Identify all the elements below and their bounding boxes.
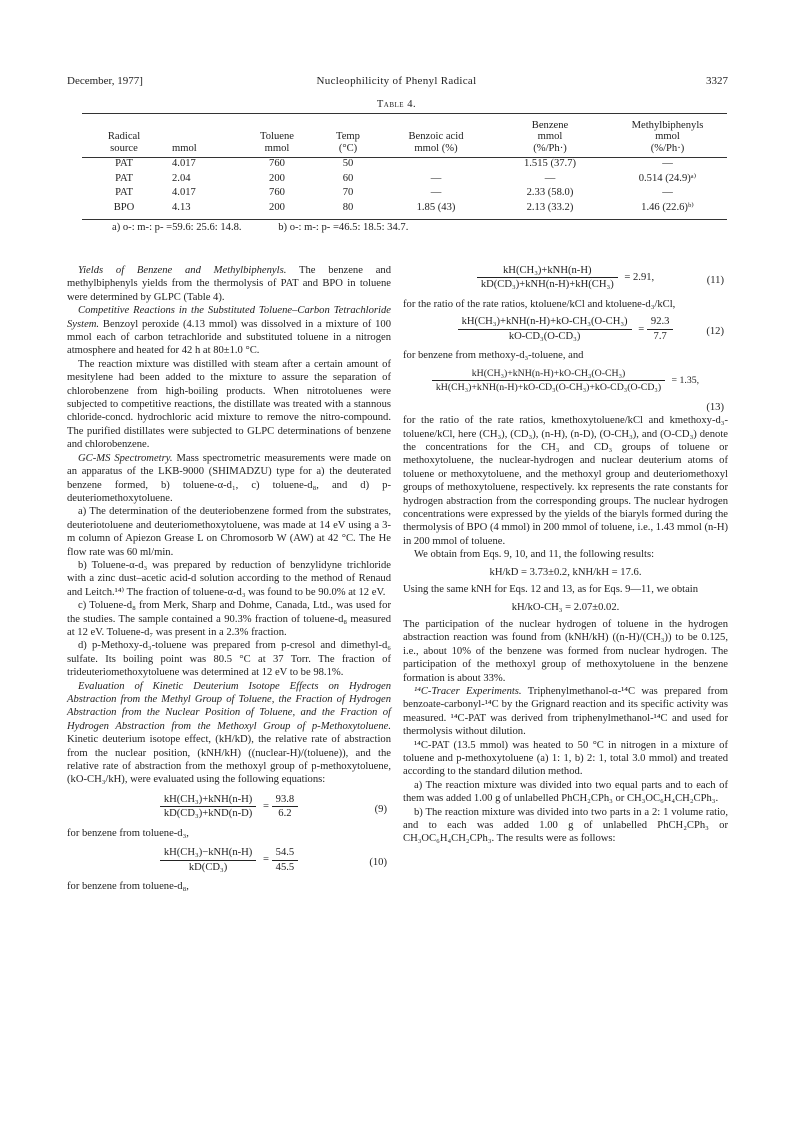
table-row: [82, 172, 727, 187]
cell-source: PAT: [115, 158, 133, 169]
paragraph-text: Benzoyl peroxide (4.13 mmol) was dissolved in a mixture of 100 mmol each of carbon tetrachloride and substituted toluene in a nitrogen atmosphere and heated for 42 h at 80±1.0 °C.: [67, 318, 391, 357]
equation-denominator: kO-CD₃(O-CD₃): [508, 330, 581, 342]
equation-rhs-top: 54.5: [272, 846, 299, 860]
equation-context: for the ratio of the rate ratios, ktoluene/kCl and ktoluene-d₃/kCl,: [403, 299, 676, 310]
cell-temp: 60: [342, 172, 354, 184]
paragraph-yields: [67, 264, 391, 304]
section-title-evaluation: Evaluation of Kinetic Deuterium Isotope Effects on Hydrogen Abstraction from the Methyl Group of Toluene, the Fraction of Hydrogen Abstraction from the Nuclear Position of Toluene, and the Fraction of Hydrogen Abstraction from the Methoxyl Group of p-Methoxytoluene.: [67, 680, 391, 732]
equation-rhs-bottom: 6.2: [278, 808, 292, 820]
paragraph-item-c: c) Toluene-d₈ from Merk, Sharp and Dohme, Canada, Ltd., was used for the studies. The sample contained a 90.3% fraction of toluene-d₈ measured at 12 eV. Toluene-d₇ was present in a 2.3% fraction.: [67, 600, 391, 638]
col-header-methylbiphenyls: Methylbiphenyls mmol (%/Ph·): [631, 119, 704, 154]
equation-10: $\frac{\text{kH(CH₃)−kNH(n-H)}}{\text{kD(CD₃)}}$ = $\frac{54.5}{45.5}$ (10): [67, 846, 391, 880]
paragraph-text: The benzene and methylbiphenyls yields from the thermolysis of PAT and BPO in toluene were determined by GLPC (Table 4).: [67, 265, 392, 303]
section-title-gcms: GC-MS Spectrometry.: [78, 452, 173, 464]
equation-number: (12): [706, 326, 724, 338]
equation-context: for benzene from toluene-d₃,: [67, 827, 189, 839]
results-table: [82, 114, 727, 215]
result-equation-2: kH/kO-CH₃ = 2.07±0.02.: [511, 601, 620, 613]
equation-11: [403, 264, 728, 298]
section-title-yields: Yields of Benzene and Methylbiphenyls.: [78, 265, 287, 276]
cell-methylbiphenyls: —: [662, 187, 673, 199]
section-title-tracer: ¹⁴C-Tracer Experiments.: [414, 685, 522, 697]
paragraph-definitions: for the ratio of the rate ratios, kmethoxytoluene/kCl and kmethoxy-d₃-toluene/kCl, here (CH₃), (CD₃), (n-H), (n-D), (O-CH₃), and (O-CD₃) denote the concentrations for the CH₃ and CD₃ groups of toluene or methoxytoluene, the nuclear-hydrogen and nuclear deuterium atoms of toluene or methoxytoluene, and the methoxyl group and deuteriomethoxyl groups of methoxytoluene, respectively. kx represents the rate constants for hydrogen abstraction from the corresponding groups. The nuclear hydrogen concentrations were expressed by the yields of the biaryls formed during the thermolysis of BPO (4 mmol) in 200 mmol of toluene, i.e., 1.43 mmol (n-H) in 200 mmol of toluene.: [403, 415, 728, 547]
cell-source: PAT: [115, 187, 133, 199]
cell-toluene: 760: [269, 158, 285, 169]
equation-numerator: kH(CH₃)+kNH(n-H): [477, 264, 618, 278]
cell-methylbiphenyls: 0.514 (24.9)ᵃ⁾: [638, 172, 697, 184]
equation-fraction: [477, 264, 618, 292]
equation-rhs: = 1.35,: [671, 375, 700, 387]
equation-number: (13): [706, 401, 724, 413]
cell-mmol: 4.13: [172, 201, 191, 213]
equation-fraction: [160, 846, 257, 874]
col-header-benzoic-acid: Benzoic acid mmol (%): [408, 131, 464, 154]
equation-number: (9): [374, 803, 387, 815]
equation-denominator: kH(CH₃)+kNH(n-H)+kO-CD₃(O-CH₃)+kO-CD₃(O-CD₃): [435, 382, 662, 394]
paragraph-text: Kinetic deuterium isotope effect, (kH/kD), the relative rate of abstraction from the nuclear position, (kNH/kH) ((nuclear-H)/(toluene)), and the relative rate of abstraction from the methoxyl group of p-methoxytoluene, (kO-CH₃/kH), were evaluated using the following equations:: [67, 734, 391, 786]
table-footnotes: [112, 221, 442, 234]
equation-number: (10): [369, 857, 387, 869]
right-column: [403, 264, 728, 846]
equation-denominator: kD(CD₃)+kNH(n-H)+kH(CH₃): [480, 279, 614, 291]
equation-numerator: kH(CH₃)−kNH(n-H): [160, 846, 257, 860]
col-header-toluene: Toluene mmol: [260, 131, 294, 154]
paragraph-distillation: The reaction mixture was distilled with steam after a certain amount of mesitylene had been added to the mixture to assure the separation of chlorobenzene from high-boiling products. When nitrotoluenes were subjected to competitive reactions, the distillate was treated with a stannous chloride-concd. hydrochloric acid mixture to remove the nitro-compound. The purified distillates were subjected to GLPC determinations of benzene and chlorobenzene.: [67, 358, 391, 451]
equation-numerator: kH(CH₃)+kNH(n-H)+kO-CH₃(O-CH₃): [458, 315, 632, 329]
table-footnote-b: b) o-: m-: p- =46.5: 18.5: 34.7.: [278, 222, 409, 233]
cell-toluene: 760: [269, 187, 285, 199]
equation-rhs-top: 93.8: [272, 793, 299, 807]
table-footnote-a: a) o-: m-: p- =59.6: 25.6: 14.8.: [112, 222, 242, 233]
equation-number: (11): [706, 275, 724, 286]
paragraph-using: Using the same kNH for Eqs. 12 and 13, as for Eqs. 9—11, we obtain: [403, 584, 699, 596]
equation-rhs: [272, 846, 299, 874]
running-header-date: December, 1977]: [67, 75, 143, 87]
page-number: 3327: [706, 75, 728, 87]
equation-fraction: [458, 315, 632, 343]
cell-source: BPO: [113, 201, 135, 213]
paragraph-item-b: b) Toluene-α-d₃ was prepared by reduction of benzylidyne trichloride with a zinc dust–acetic acid-d solution according to the method of Renaud and Leitch.¹⁴⁾ The fraction of toluene-α-d₃ was found to be 90.0% at 12 eV.: [67, 559, 391, 598]
cell-mmol: 2.04: [172, 172, 191, 184]
cell-methylbiphenyls: —: [662, 158, 673, 169]
equation-rhs-top: 92.3: [647, 315, 674, 329]
cell-benzoic: [380, 157, 492, 172]
paragraph-tracer-a: a) The reaction mixture was divided into two equal parts and to each of them was added 1.00 g of unlabelled PhCH₂CPh₃ or CH₃OC₆H₄CH₂CPh₃.: [403, 779, 728, 805]
equation-9: $\frac{\text{kH(CH₃)+kNH(n-H)}}{\text{kD(CD₃)+kND(n-D)}}$ = $\frac{93.8}{6.2}$ (9): [67, 793, 391, 827]
equation-13: [403, 367, 728, 401]
table-caption: Table 4.: [376, 99, 417, 110]
paragraph-item-a: a) The determination of the deuteriobenzene formed from the substrates, deuteriotoluene and deuteriomethoxytoluene, was made at 14 eV using a 3-m column of Apiezon Grease L on Chromosorb W (AW) at 42 °C. The He flow rate was 60 ml/min.: [67, 506, 391, 558]
paragraph-text: Triphenylmethanol-α-¹⁴C was prepared from benzoate-carbonyl-¹⁴C by the Grignard reaction and its specific activity was measured. ¹⁴C-PAT was derived from triphenylmethanol-¹⁴C and used for thermolysis without dilution.: [403, 685, 728, 738]
equation-12: $\frac{\text{kH(CH₃)+kNH(n-H)+kO-CH₃(O-CH₃)}}{\text{kO-CD₃(O-CD₃)}}$ = $\frac{92.3}{7.7}$ (12): [403, 315, 728, 349]
cell-toluene: 200: [269, 201, 285, 213]
table-bottom-rule: [82, 219, 727, 220]
equation-denominator: kD(CD₃)+kND(n-D): [163, 808, 253, 820]
equation-fraction: [160, 793, 257, 821]
cell-benzene: —: [544, 172, 556, 184]
equation-numerator: kH(CH₃)+kNH(n-H)+kO-CH₃(O-CH₃): [432, 367, 665, 381]
paragraph-pat-heating: ¹⁴C-PAT (13.5 mmol) was heated to 50 °C in nitrogen in a mixture of toluene and p-methoxytoluene (a) 1: 1, b) 2: 1, total 3.0 mmol) and treated according to the standard dilution method.: [403, 739, 728, 778]
cell-benzene: 2.33 (58.0): [526, 187, 574, 199]
cell-mmol: 4.017: [172, 158, 196, 169]
paragraph-tracer: [403, 685, 728, 739]
equation-context: for benzene from methoxy-d₃-toluene, and: [403, 350, 584, 362]
paragraph-competitive: [67, 304, 391, 358]
left-column: [67, 264, 391, 894]
cell-source: PAT: [115, 172, 133, 184]
paragraph-item-d: d) p-Methoxy-d₃-toluene was prepared from p-cresol and dimethyl-d₆ sulfate. Its boiling point was 80.5 °C at 37 Torr. The fraction of trideuteriomethoxytoluene was determined at 12 eV to be 98.1%.: [67, 640, 391, 679]
cell-methylbiphenyls: 1.46 (22.6)ᵇ⁾: [641, 201, 694, 213]
col-header-benzene: Benzene mmol (%/Ph·): [531, 119, 569, 154]
table-row: [82, 186, 727, 201]
cell-mmol: 4.017: [172, 187, 196, 199]
cell-benzoic: —: [430, 187, 442, 199]
equation-rhs: [272, 793, 299, 821]
paragraph-text: Mass spectrometric measurements were made on an apparatus of the LKB-9000 (SHIMADZU) type for a) the deuterated benzene formed, b) toluene-α-d₁, c) toluene-d₈, and d) p-deuteriomethoxytoluene.: [67, 452, 391, 504]
paragraph-evaluation: [67, 680, 391, 787]
paragraph-gcms: [67, 452, 391, 506]
equation-rhs: [647, 315, 674, 343]
cell-temp: 50: [342, 158, 354, 169]
equation-context: for benzene from toluene-d₈,: [67, 881, 189, 893]
equation-rhs-bottom: 7.7: [653, 330, 667, 342]
equation-denominator: kD(CD₃): [188, 861, 228, 873]
cell-toluene: 200: [269, 172, 285, 184]
cell-benzoic: —: [430, 172, 442, 184]
paragraph-results-intro: We obtain from Eqs. 9, 10, and 11, the following results:: [414, 549, 655, 561]
equation-rhs: = 2.91,: [624, 272, 655, 284]
cell-benzoic: 1.85 (43): [416, 201, 456, 213]
col-header-temp: Temp (°C): [336, 131, 360, 154]
cell-benzene: 1.515 (37.7): [523, 158, 577, 169]
running-header-title: Nucleophilicity of Phenyl Radical: [316, 75, 477, 87]
equation-numerator: kH(CH₃)+kNH(n-H): [160, 793, 257, 807]
table-row: [82, 201, 727, 216]
col-header-radical-source: Radical source: [107, 131, 141, 154]
paragraph-tracer-b: b) The reaction mixture was divided into two parts in a 2: 1 volume ratio, and to each was added 1.00 g of unlabelled PhCH₂CPh₃ or CH₃OC₆H₄CH₂CPh₃. The results were as follows:: [403, 806, 728, 845]
table-row: [82, 157, 727, 172]
equation-rhs-bottom: 45.5: [275, 861, 295, 873]
section-title-competitive: Competitive Reactions in the Substituted Toluene–Carbon Tetrachloride System.: [67, 305, 391, 330]
table-header-row: [82, 114, 727, 157]
cell-benzene: 2.13 (33.2): [526, 201, 574, 213]
col-header-mmol: mmol: [172, 142, 197, 154]
result-equation-1: kH/kD = 3.73±0.2, kNH/kH = 17.6.: [489, 566, 642, 578]
cell-temp: 70: [342, 187, 354, 199]
cell-temp: 80: [342, 201, 354, 213]
equation-fraction: [432, 367, 665, 395]
paragraph-participation: The participation of the nuclear hydrogen of toluene in the hydrogen abstraction reaction was found from (kNH/kH) ((n-H)/(CH₃)) to be 0.125, i.e., about 10% of the benzene was formed from nuclear hydrogen. The participation of the methoxyl group of methoxytoluene in the benzene formation is about 33%.: [403, 618, 728, 684]
